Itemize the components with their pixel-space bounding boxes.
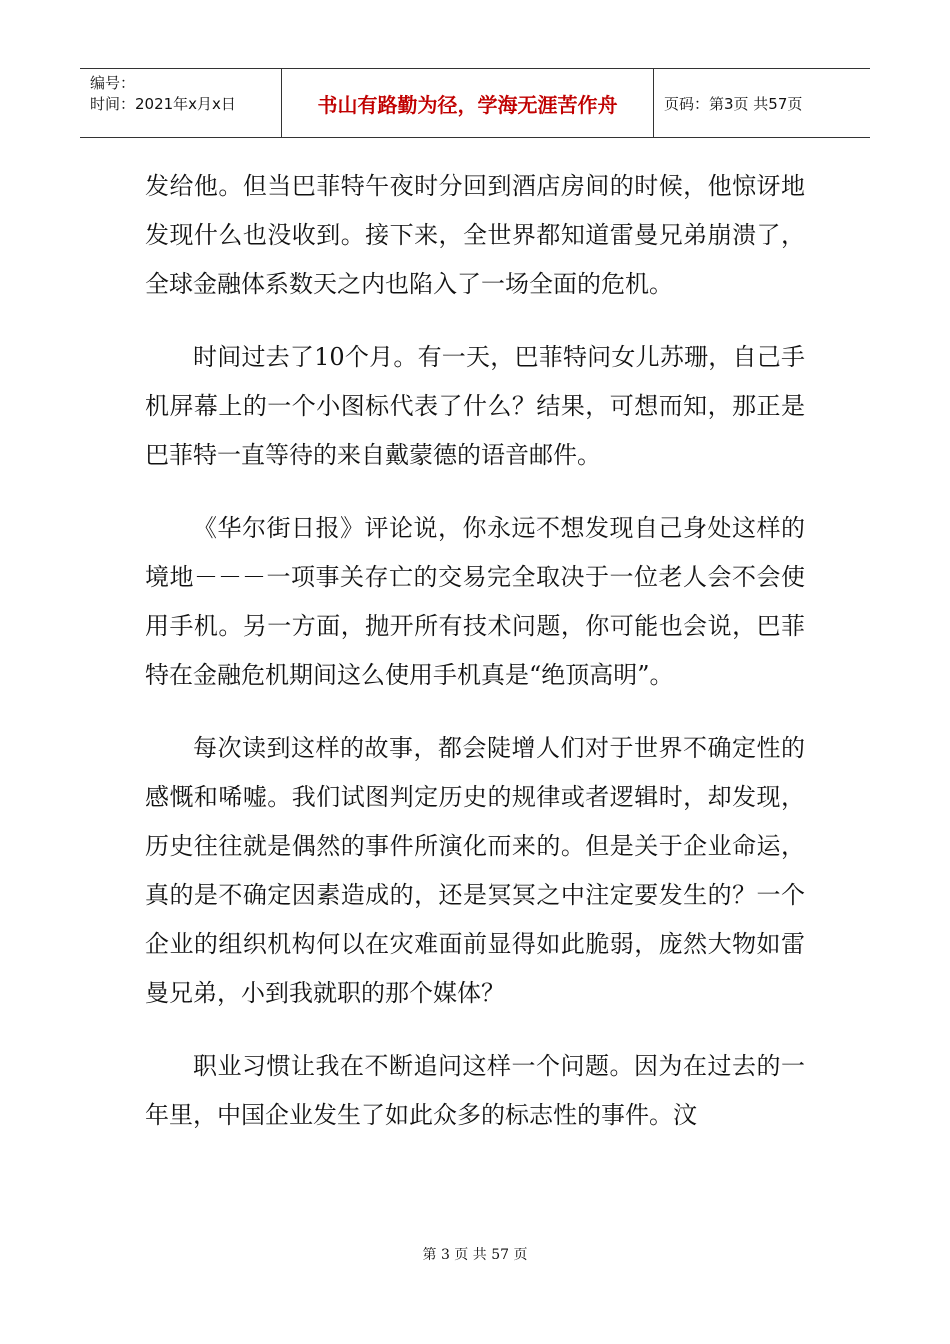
page-header xyxy=(80,68,870,138)
document-body xyxy=(145,162,805,1164)
document-number-label: 编号： xyxy=(90,74,136,92)
paragraph-2: 时间过去了10个月。有一天，巴菲特问女儿苏珊，自己手机屏幕上的一个小图标代表了什么？结果，可想而知，那正是巴菲特一直等待的来自戴蒙德的语音邮件。 xyxy=(145,343,805,469)
header-motto: 书山有路勤为径，学海无涯苦作舟 xyxy=(282,69,654,137)
page-footer: 第 3 页 共 57 页 xyxy=(422,1247,528,1263)
document-date: 时间：2021年x月x日 xyxy=(90,95,236,113)
paragraph-5: 职业习惯让我在不断追问这样一个问题。因为在过去的一年里，中国企业发生了如此众多的标志性的事件。汶 xyxy=(145,1052,805,1129)
paragraph-3: 《华尔街日报》评论说，你永远不想发现自己身处这样的境地－－－一项事关存亡的交易完全取决于一位老人会不会使用手机。另一方面，抛开所有技术问题，你可能也会说，巴菲特在金融危机期间这么使用手机真是“绝顶高明”。 xyxy=(145,514,805,689)
header-meta xyxy=(80,69,282,137)
paragraph-4: 每次读到这样的故事，都会陡增人们对于世界不确定性的感慨和唏嘘。我们试图判定历史的规律或者逻辑时，却发现，历史往往就是偶然的事件所演化而来的。但是关于企业命运，真的是不确定因素造成的，还是冥冥之中注定要发生的？一个企业的组织机构何以在灾难面前显得如此脆弱，庞然大物如雷曼兄弟，小到我就职的那个媒体？ xyxy=(145,734,805,1007)
paragraph-1: 发给他。但当巴菲特午夜时分回到酒店房间的时候，他惊讶地发现什么也没收到。接下来，全世界都知道雷曼兄弟崩溃了，全球金融体系数天之内也陷入了一场全面的危机。 xyxy=(145,172,805,298)
header-page-info: 页码：第3页 共57页 xyxy=(664,94,803,113)
